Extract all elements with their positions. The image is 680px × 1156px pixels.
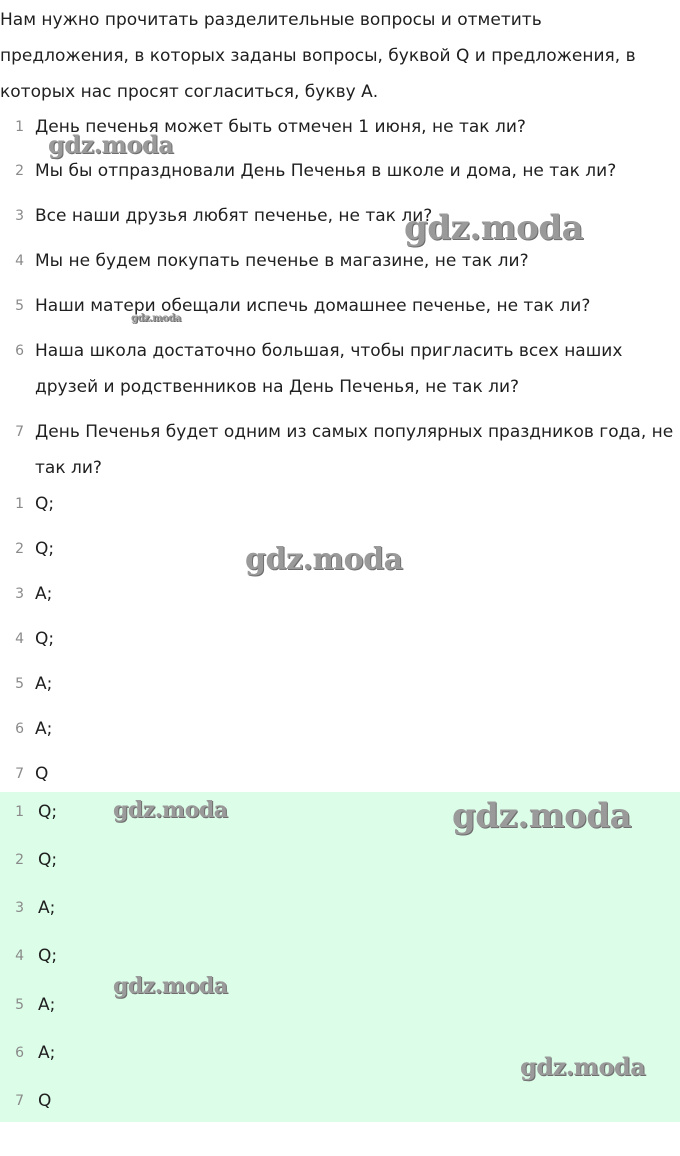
watermark-logo: gdz.moda bbox=[245, 542, 403, 577]
answer-text: A; bbox=[35, 584, 53, 604]
item-number: 7 bbox=[15, 766, 24, 782]
answer-box bbox=[0, 792, 680, 1122]
item-number: 3 bbox=[15, 208, 24, 224]
item-number: 7 bbox=[15, 424, 24, 440]
watermark-logo: gdz.moda bbox=[113, 797, 228, 823]
item-number: 6 bbox=[15, 721, 24, 737]
watermark-logo: gdz.moda bbox=[113, 973, 228, 999]
answer-text: Q; bbox=[35, 494, 55, 514]
answer-text: Q; bbox=[38, 946, 58, 966]
watermark-logo: gdz.moda bbox=[452, 796, 632, 836]
item-number: 6 bbox=[15, 1045, 24, 1061]
answer-text: A; bbox=[35, 674, 53, 694]
answer-text: Q; bbox=[35, 539, 55, 559]
question-text: Мы не будем покупать печенье в магазине, не так ли? bbox=[35, 251, 529, 271]
item-number: 2 bbox=[15, 852, 24, 868]
question-text: Мы бы отпраздновали День Печенья в школе и дома, не так ли? bbox=[35, 161, 617, 181]
answer-text: A; bbox=[38, 898, 56, 918]
answer-text: Q; bbox=[38, 802, 58, 822]
item-number: 1 bbox=[15, 496, 24, 512]
item-number: 3 bbox=[15, 900, 24, 916]
item-number: 4 bbox=[15, 253, 24, 269]
question-text: Наши матери обещали испечь домашнее печенье, не так ли? bbox=[35, 296, 591, 316]
task-intro: Нам нужно прочитать разделительные вопросы и отметить предложения, в которых заданы вопросы, буквой Q и предложения, в которых нас просят согласиться, букву А. bbox=[0, 10, 636, 102]
item-number: 1 bbox=[15, 804, 24, 820]
answer-text: Q; bbox=[35, 629, 55, 649]
watermark-logo: gdz.moda bbox=[520, 1052, 646, 1081]
item-number: 7 bbox=[15, 1093, 24, 1109]
item-number: 4 bbox=[15, 631, 24, 647]
answer-text: A; bbox=[38, 1043, 56, 1063]
watermark-logo: gdz.moda bbox=[404, 208, 584, 248]
watermark-logo: gdz.moda bbox=[131, 313, 181, 324]
item-number: 2 bbox=[15, 163, 24, 179]
question-text: День Печенья будет одним из самых популярных праздников года, не так ли? bbox=[35, 422, 674, 478]
item-number: 4 bbox=[15, 948, 24, 964]
item-number: 3 bbox=[15, 586, 24, 602]
answer-text: A; bbox=[38, 995, 56, 1015]
answer-text: A; bbox=[35, 719, 53, 739]
answer-text: Q; bbox=[38, 850, 58, 870]
question-text: День печенья может быть отмечен 1 июня, не так ли? bbox=[35, 117, 526, 137]
question-text: Все наши друзья любят печенье, не так ли? bbox=[35, 206, 433, 226]
item-number: 5 bbox=[15, 676, 24, 692]
item-number: 2 bbox=[15, 541, 24, 557]
watermark-logo: gdz.moda bbox=[48, 130, 174, 159]
item-number: 6 bbox=[15, 343, 24, 359]
question-text: Наша школа достаточно большая, чтобы пригласить всех наших друзей и родственников на День Печенья, не так ли? bbox=[35, 341, 623, 397]
item-number: 5 bbox=[15, 298, 24, 314]
item-number: 1 bbox=[15, 119, 24, 135]
answer-text: Q bbox=[38, 1091, 52, 1111]
answer-text: Q bbox=[35, 764, 49, 784]
item-number: 5 bbox=[15, 997, 24, 1013]
